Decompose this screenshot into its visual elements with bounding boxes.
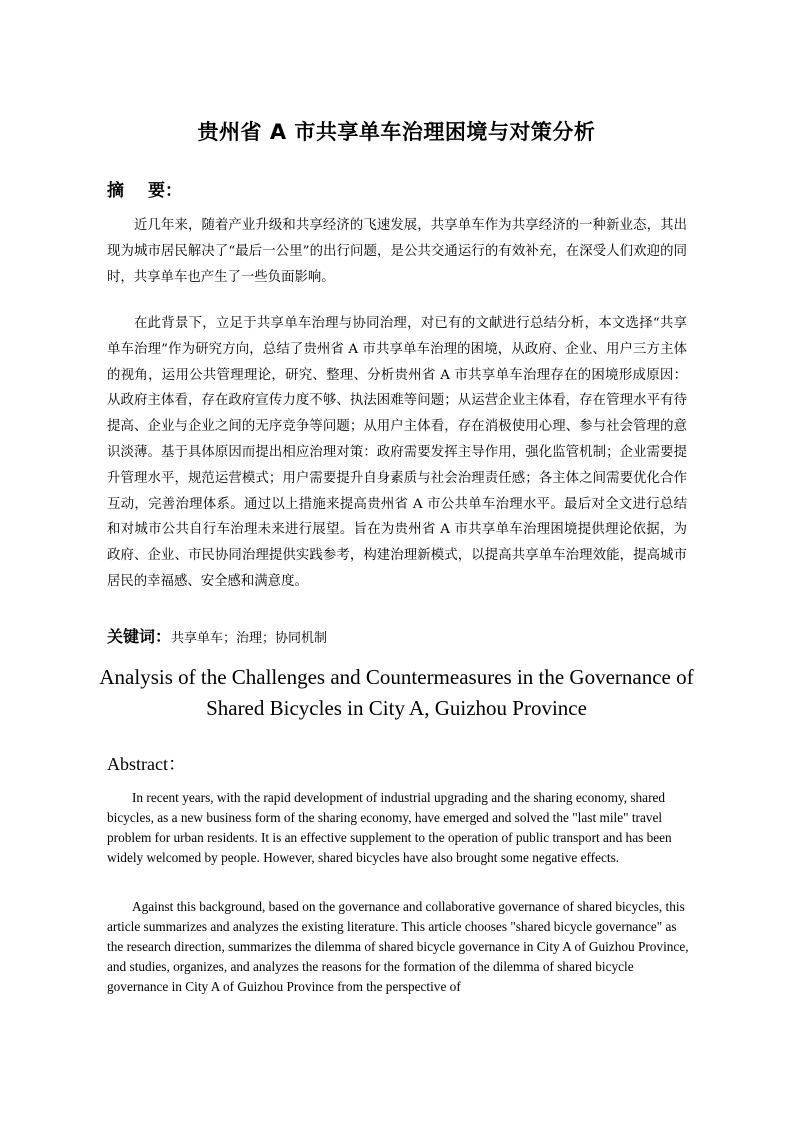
chinese-abstract-label: [107, 176, 182, 201]
keywords-value: 共享单车；治理；协同机制: [171, 631, 328, 646]
english-abstract-paragraph-1: In recent years, with the rapid development of industrial upgrading and the sharing economy, shared bicycles, as a new business form of the sharing economy, have emerged and solved the "last mile" travel problem for urban residents. It is an effective supplement to the operation of public transport and has been widely welcomed by people. However, shared bicycles have also brought some negative effects.: [107, 790, 672, 865]
keywords-label: 关键词：: [107, 627, 172, 646]
abstract-label-char-2: 要：: [148, 181, 182, 201]
english-abstract-paragraph-2: Against this background, based on the governance and collaborative governance of shared bicycles, this article summarizes and analyzes the existing literature. This article chooses "shared bicycle governance" as the research direction, summarizes the dilemma of shared bicycle governance in City A of Guizhou Province, and studies, organizes, and analyzes the reasons for the formation of the dilemma of shared bicycle governance in City A of Guizhou Province from the perspective of: [107, 899, 689, 994]
chinese-title: 贵州省 A 市共享单车治理困境与对策分析: [197, 120, 596, 144]
chinese-abstract-paragraph-2: 在此背景下，立足于共享单车治理与协同治理，对已有的文献进行总结分析，本文选择“共享单车治理”作为研究方向，总结了贵州省 A 市共享单车治理的困境，从政府、企业、用户三方主体的视角，运用公共管理理论，研究、整理、分析贵州省 A 市共享单车治理存在的困境形成原因：从政府主体看，存在政府宣传力度不够、执法困难等问题；从运营企业主体看，存在管理水平有待提高、企业与企业之间的无序竞争等问题；从用户主体看，存在消极使用心理、参与社会管理的意识淡薄。基于具体原因而提出相应治理对策：政府需要发挥主导作用，强化监管机制；企业需要提升管理水平，规范运营模式；用户需要提升自身素质与社会治理责任感；各主体之间需要优化合作互动，完善治理体系。通过以上措施来提高贵州省 A 市公共单车治理水平。最后对全文进行总结和对城市公共自行车治理未来进行展望。旨在为贵州省 A 市共享单车治理困境提供理论依据，为政府、企业、市民协同治理提供实践参考，构建治理新模式，以提高共享单车治理效能，提高城市居民的幸福感、安全感和满意度。: [107, 316, 687, 589]
keywords-line: [107, 624, 327, 647]
chinese-abstract-paragraph-1: 近几年来，随着产业升级和共享经济的飞速发展，共享单车作为共享经济的一种新业态，其出现为城市居民解决了“最后一公里”的出行问题，是公共交通运行的有效补充，在深受人们欢迎的同时，共享单车也产生了一些负面影响。: [107, 218, 687, 285]
abstract-label-char-1: 摘: [107, 181, 124, 201]
english-abstract-label: Abstract：: [107, 754, 186, 774]
english-title: Analysis of the Challenges and Countermeasures in the Governance of Shared Bicycles in City A, Guizhou Province: [99, 665, 694, 720]
